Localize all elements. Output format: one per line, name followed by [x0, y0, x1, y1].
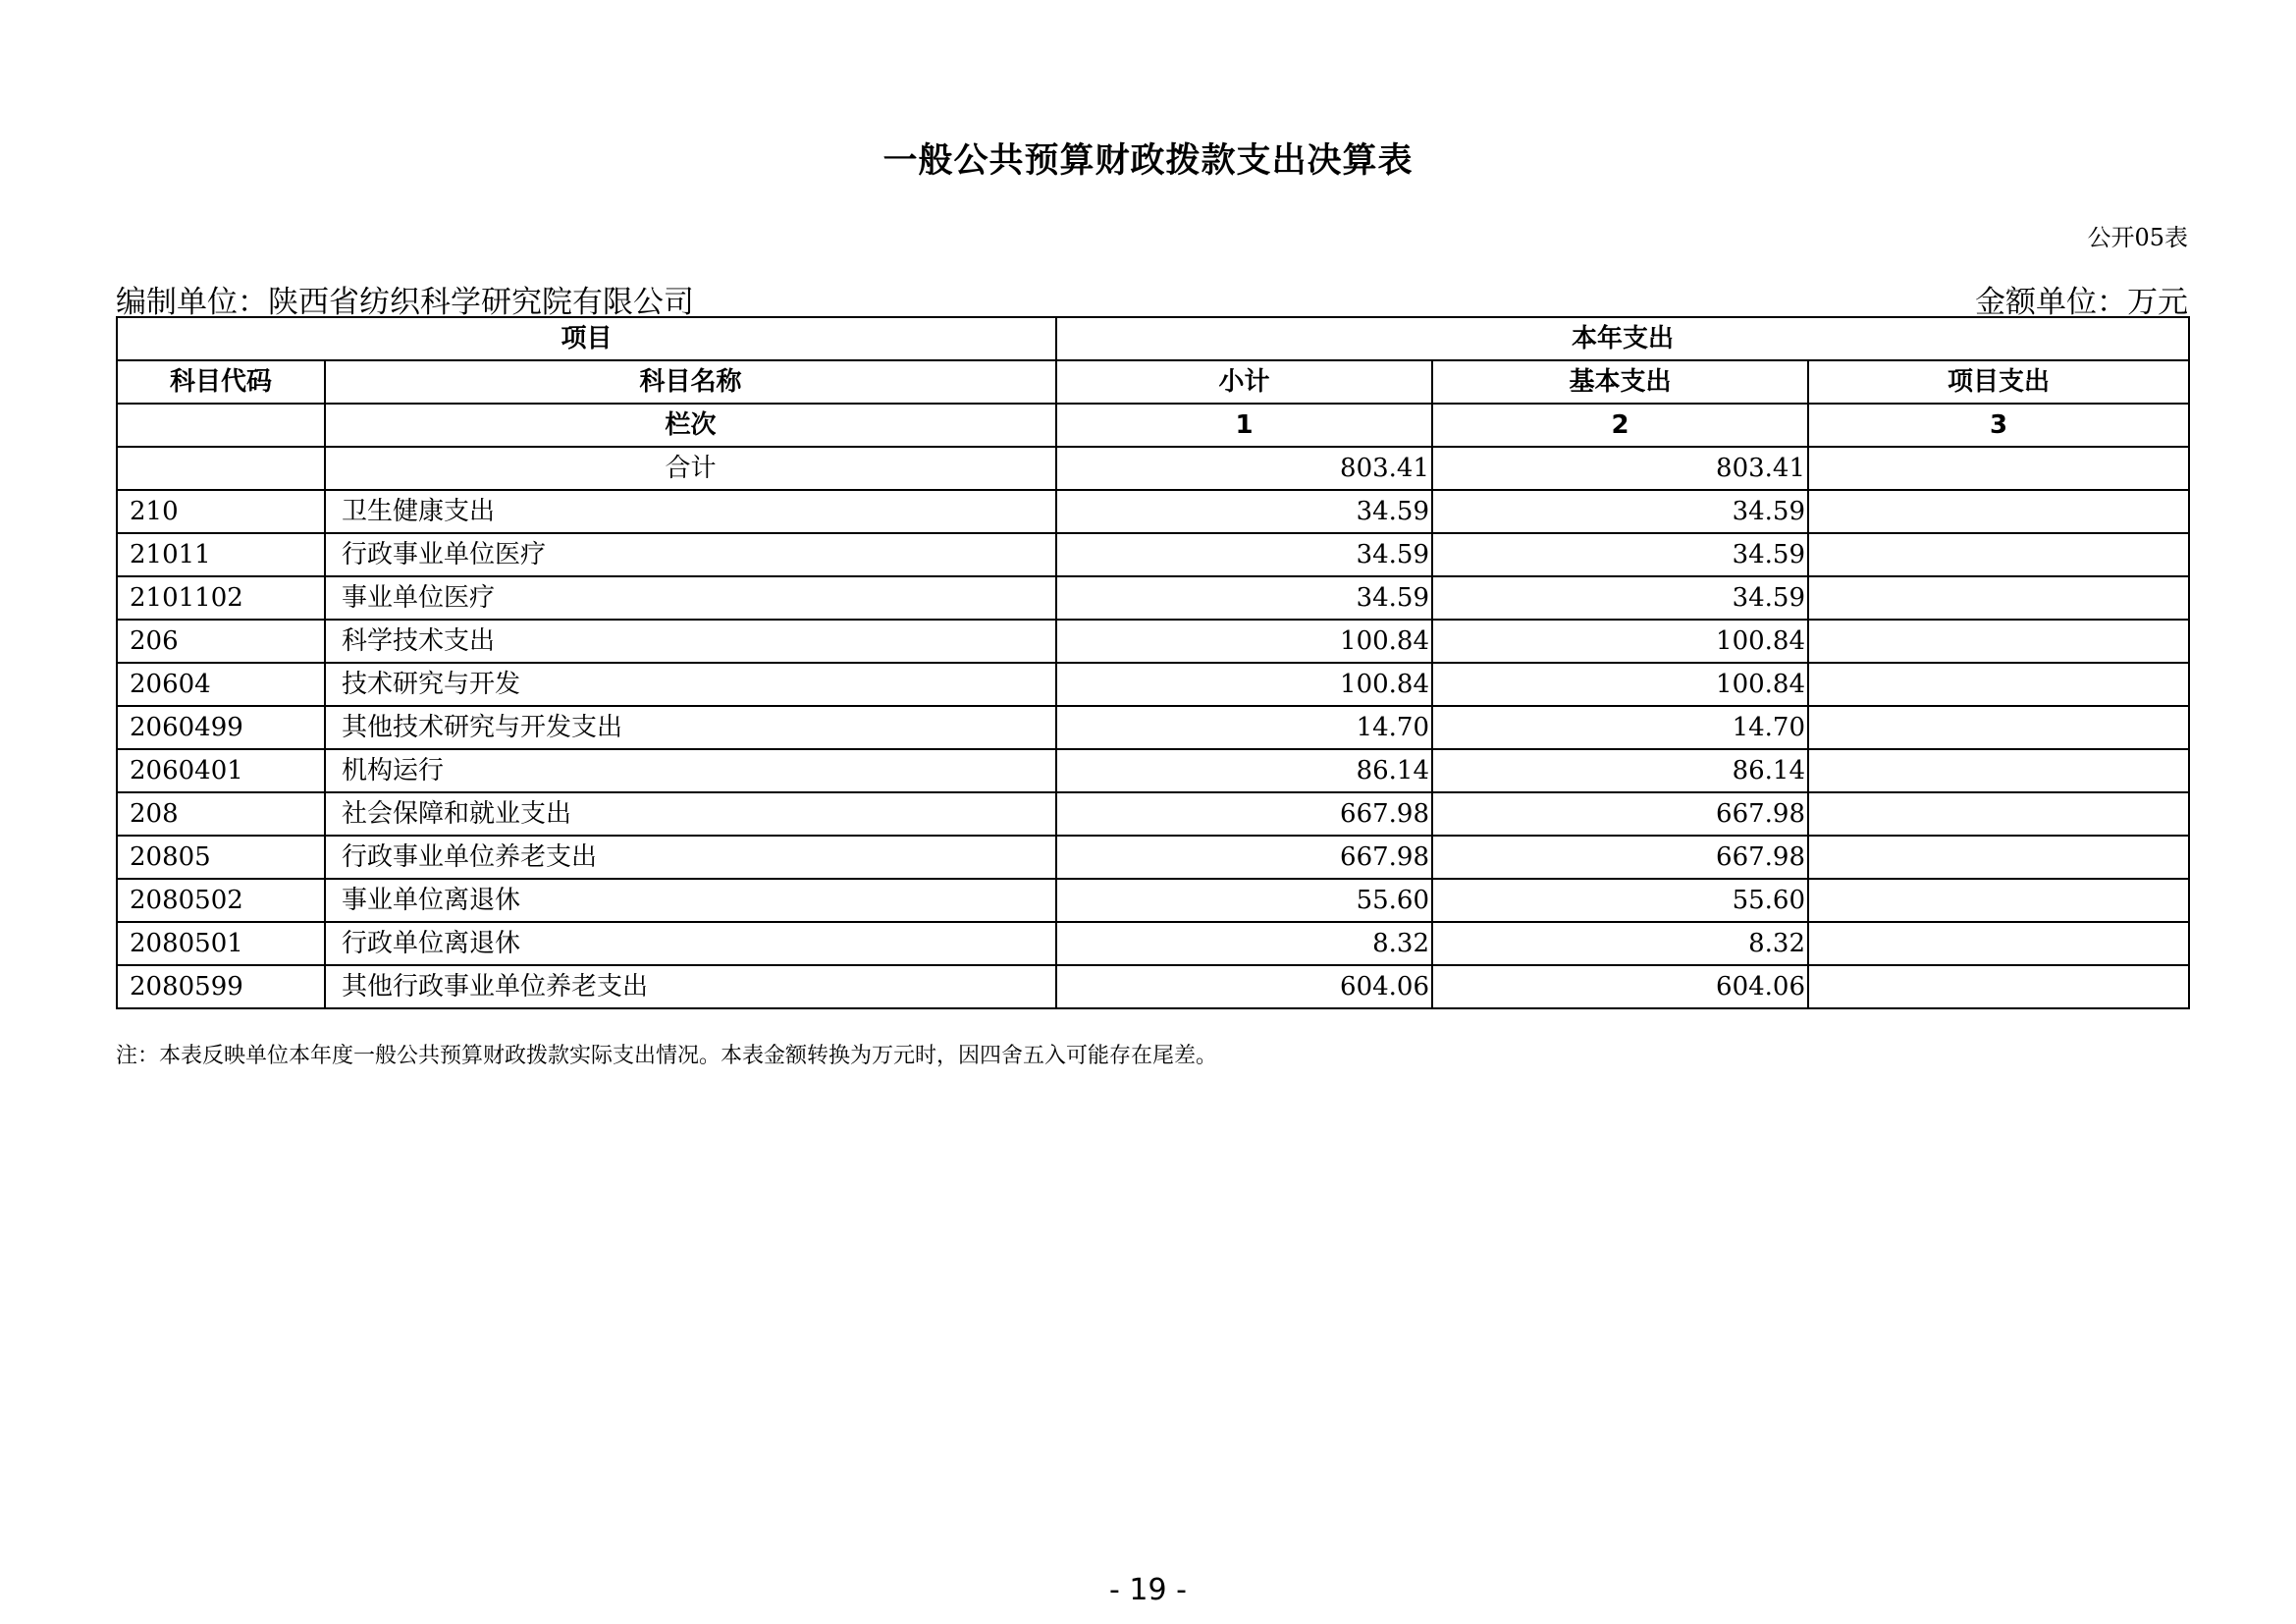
header-basic: 基本支出	[1432, 360, 1808, 404]
header-name: 科目名称	[325, 360, 1056, 404]
row-basic: 604.06	[1432, 965, 1808, 1008]
row-subtotal: 100.84	[1056, 620, 1432, 663]
row-name: 科学技术支出	[325, 620, 1056, 663]
row-subtotal: 604.06	[1056, 965, 1432, 1008]
row-code: 2080501	[117, 922, 325, 965]
row-name: 行政事业单位医疗	[325, 533, 1056, 576]
amount-unit-label: 金额单位：万元	[1975, 285, 2188, 320]
row-subtotal: 667.98	[1056, 792, 1432, 836]
row-project-expenditure	[1808, 749, 2189, 792]
row-project-expenditure	[1808, 836, 2189, 879]
header-row-index	[117, 404, 2189, 447]
row-subtotal: 8.32	[1056, 922, 1432, 965]
table-row	[117, 663, 2189, 706]
row-name: 其他行政事业单位养老支出	[325, 965, 1056, 1008]
row-code: 206	[117, 620, 325, 663]
header-index-blank	[117, 404, 325, 447]
row-code: 2101102	[117, 576, 325, 620]
table-row	[117, 749, 2189, 792]
row-project-expenditure	[1808, 965, 2189, 1008]
header-code: 科目代码	[117, 360, 325, 404]
header-row-columns	[117, 360, 2189, 404]
row-code: 20805	[117, 836, 325, 879]
row-basic: 667.98	[1432, 792, 1808, 836]
header-subtotal: 小计	[1056, 360, 1432, 404]
page-title: 一般公共预算财政拨款支出决算表	[882, 141, 1414, 181]
total-basic: 803.41	[1432, 447, 1808, 490]
row-name: 卫生健康支出	[325, 490, 1056, 533]
header-project-expenditure: 项目支出	[1808, 360, 2189, 404]
header-col-1: 1	[1056, 404, 1432, 447]
row-project-expenditure	[1808, 879, 2189, 922]
row-basic: 8.32	[1432, 922, 1808, 965]
row-code: 2060401	[117, 749, 325, 792]
row-name: 行政单位离退休	[325, 922, 1056, 965]
row-subtotal: 100.84	[1056, 663, 1432, 706]
row-project-expenditure	[1808, 620, 2189, 663]
row-basic: 34.59	[1432, 533, 1808, 576]
row-project-expenditure	[1808, 922, 2189, 965]
table-row	[117, 706, 2189, 749]
header-row-index-label: 栏次	[325, 404, 1056, 447]
table-row	[117, 533, 2189, 576]
header-row-top	[117, 317, 2189, 360]
row-subtotal: 34.59	[1056, 576, 1432, 620]
row-basic: 55.60	[1432, 879, 1808, 922]
header-col-2: 2	[1432, 404, 1808, 447]
row-subtotal: 14.70	[1056, 706, 1432, 749]
row-code: 208	[117, 792, 325, 836]
row-basic: 100.84	[1432, 663, 1808, 706]
row-name: 事业单位离退休	[325, 879, 1056, 922]
table-row	[117, 922, 2189, 965]
row-code: 210	[117, 490, 325, 533]
header-project: 项目	[117, 317, 1056, 360]
row-code: 2080502	[117, 879, 325, 922]
page-number: - 19 -	[1109, 1573, 1187, 1607]
row-code: 21011	[117, 533, 325, 576]
row-project-expenditure	[1808, 490, 2189, 533]
expenditure-table	[116, 316, 2190, 1009]
row-name: 机构运行	[325, 749, 1056, 792]
row-basic: 34.59	[1432, 490, 1808, 533]
row-name: 事业单位医疗	[325, 576, 1056, 620]
table-row	[117, 965, 2189, 1008]
footnote: 注：本表反映单位本年度一般公共预算财政拨款实际支出情况。本表金额转换为万元时，因四舍五入可能存在尾差。	[116, 1044, 1218, 1068]
header-col-3: 3	[1808, 404, 2189, 447]
row-project-expenditure	[1808, 792, 2189, 836]
row-name: 行政事业单位养老支出	[325, 836, 1056, 879]
row-subtotal: 86.14	[1056, 749, 1432, 792]
row-basic: 86.14	[1432, 749, 1808, 792]
row-project-expenditure	[1808, 533, 2189, 576]
row-subtotal: 34.59	[1056, 490, 1432, 533]
row-subtotal: 667.98	[1056, 836, 1432, 879]
total-row	[117, 447, 2189, 490]
row-project-expenditure	[1808, 663, 2189, 706]
row-name: 其他技术研究与开发支出	[325, 706, 1056, 749]
row-basic: 667.98	[1432, 836, 1808, 879]
table-row	[117, 836, 2189, 879]
table-row	[117, 879, 2189, 922]
table-row	[117, 792, 2189, 836]
total-subtotal: 803.41	[1056, 447, 1432, 490]
organization-label: 编制单位：陕西省纺织科学研究院有限公司	[116, 285, 694, 320]
row-code: 2060499	[117, 706, 325, 749]
table-row	[117, 620, 2189, 663]
row-subtotal: 34.59	[1056, 533, 1432, 576]
row-subtotal: 55.60	[1056, 879, 1432, 922]
header-current-year: 本年支出	[1056, 317, 2189, 360]
row-basic: 34.59	[1432, 576, 1808, 620]
row-name: 技术研究与开发	[325, 663, 1056, 706]
row-basic: 14.70	[1432, 706, 1808, 749]
row-name: 社会保障和就业支出	[325, 792, 1056, 836]
table-row	[117, 490, 2189, 533]
row-project-expenditure	[1808, 576, 2189, 620]
total-project-expenditure	[1808, 447, 2189, 490]
row-code: 20604	[117, 663, 325, 706]
row-project-expenditure	[1808, 706, 2189, 749]
form-number: 公开05表	[2087, 224, 2188, 251]
row-basic: 100.84	[1432, 620, 1808, 663]
total-label: 合计	[325, 447, 1056, 490]
table-row	[117, 576, 2189, 620]
row-code: 2080599	[117, 965, 325, 1008]
total-code-blank	[117, 447, 325, 490]
